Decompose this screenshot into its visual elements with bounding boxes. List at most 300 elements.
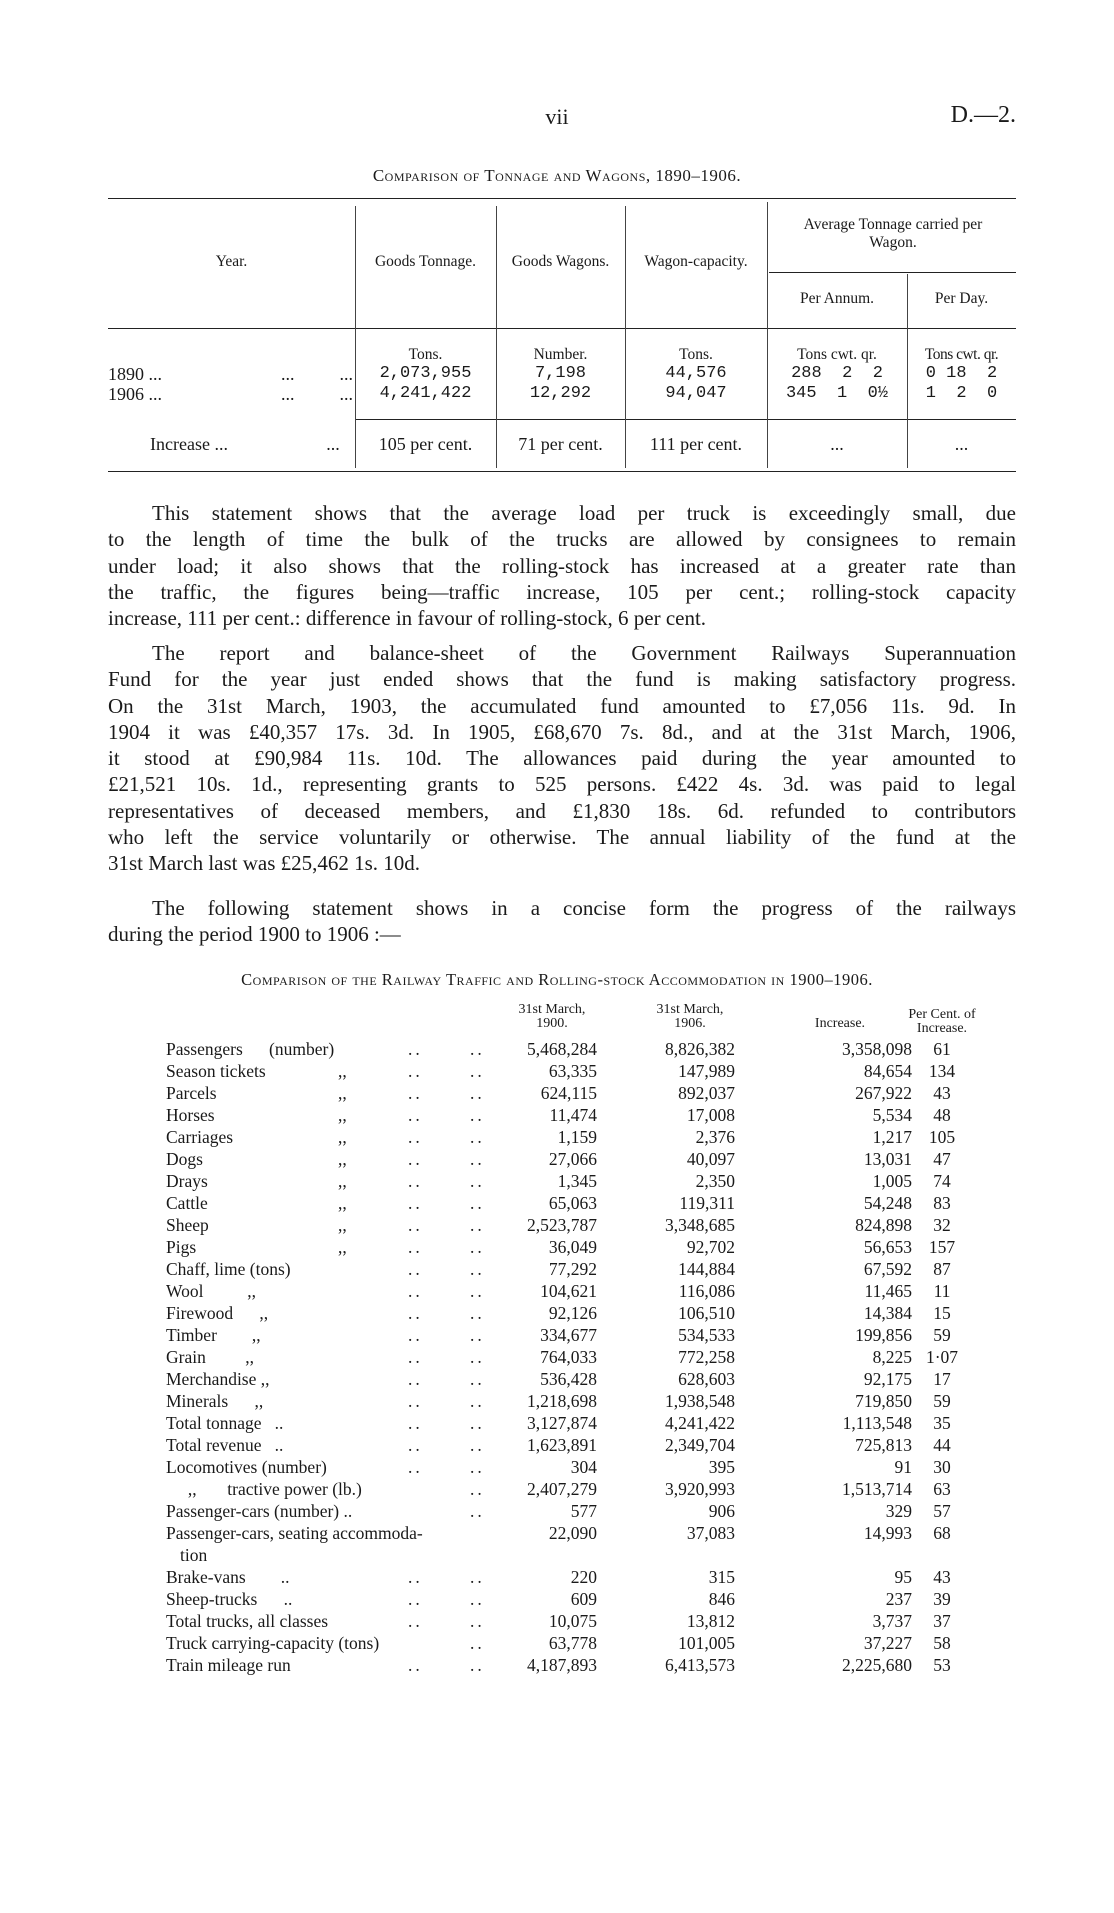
row-label: Firewood ,, xyxy=(166,1303,269,1323)
value-1900: 5,468,284 xyxy=(527,1039,597,1059)
value-1906: 2,376 xyxy=(695,1127,735,1147)
leader-dots: .. xyxy=(408,1435,423,1455)
row-label: Parcels xyxy=(166,1083,217,1103)
table-row xyxy=(0,1456,1114,1478)
table-row xyxy=(0,1412,1114,1434)
leader-dots: .. xyxy=(408,1303,423,1323)
leader-dots: .. xyxy=(408,1127,423,1147)
value-1906: 2,350 xyxy=(695,1171,735,1191)
text-line: increase, 111 per cent.: difference in favour of rolling-stock, 6 per cent. xyxy=(108,606,707,631)
leader-dots: .. xyxy=(470,1457,485,1477)
increase-goods-wagons: 71 per cent. xyxy=(518,434,603,454)
value-1900: 3,127,874 xyxy=(527,1413,597,1433)
leader-dots: ... xyxy=(326,434,340,454)
value-percent-increase: 63 xyxy=(933,1479,951,1499)
value-1900: 304 xyxy=(570,1457,597,1477)
table-row xyxy=(0,1654,1114,1676)
row-label: ,, tractive power (lb.) xyxy=(166,1479,362,1499)
leader-dots: .. xyxy=(408,1281,423,1301)
leader-dots: .. xyxy=(470,1303,485,1323)
table2-caption: Comparison of the Railway Traffic and Rolling-stock Accommodation in 1900–1906. xyxy=(241,970,873,989)
header-year: Year. xyxy=(215,253,248,270)
header-line: Per Cent. of xyxy=(908,1007,976,1022)
cell-wagon-capacity: 94,047 xyxy=(665,384,727,403)
header-percent-increase xyxy=(890,1008,994,1036)
row-label: Train mileage run xyxy=(166,1655,291,1675)
value-percent-increase: 17 xyxy=(933,1369,951,1389)
value-1906: 3,348,685 xyxy=(665,1215,735,1235)
value-increase: 92,175 xyxy=(863,1369,912,1389)
value-1906: 144,884 xyxy=(678,1259,735,1279)
leader-dots: .. xyxy=(470,1061,485,1081)
table-row xyxy=(0,1522,1114,1566)
value-1900: 4,187,893 xyxy=(527,1655,597,1675)
value-1900: 63,335 xyxy=(548,1061,597,1081)
value-percent-increase: 30 xyxy=(933,1457,951,1477)
value-percent-increase: 83 xyxy=(933,1193,951,1213)
value-percent-increase: 59 xyxy=(933,1325,951,1345)
value-1906: 8,826,382 xyxy=(665,1039,735,1059)
value-percent-increase: 57 xyxy=(933,1501,951,1521)
value-increase: 3,737 xyxy=(872,1611,912,1631)
leader-dots: .. xyxy=(408,1655,423,1675)
value-increase: 1,513,714 xyxy=(842,1479,912,1499)
paragraph-statement-intro xyxy=(108,895,1016,948)
ditto-mark: ,, xyxy=(338,1237,347,1257)
cell-goods-tonnage: 4,241,422 xyxy=(379,384,472,403)
text-line: representatives of deceased members, and £1,830 18s. 6d. refunded to contributors xyxy=(108,798,1016,823)
table-row xyxy=(0,1214,1114,1236)
text-line: it stood at £90,984 11s. 10d. The allowances paid during the year amounted to xyxy=(108,746,1016,771)
text-line: 31st March last was £25,462 1s. 10d. xyxy=(108,851,421,876)
value-increase: 14,384 xyxy=(863,1303,912,1323)
value-1906: 101,005 xyxy=(678,1633,735,1653)
value-increase: 3,358,098 xyxy=(842,1039,912,1059)
table-row xyxy=(0,1038,1114,1060)
value-increase: 95 xyxy=(894,1567,912,1587)
rule xyxy=(355,419,1016,420)
value-increase: 237 xyxy=(885,1589,912,1609)
value-increase: 1,217 xyxy=(872,1127,912,1147)
increase-per-day: ... xyxy=(954,434,969,454)
row-label: Season tickets xyxy=(166,1061,266,1081)
leader-dots: .. xyxy=(470,1347,485,1367)
paragraph-rolling-stock xyxy=(108,500,1016,631)
leader-dots: .. xyxy=(470,1391,485,1411)
leader-dots: .. xyxy=(408,1061,423,1081)
row-label: Sheep xyxy=(166,1215,209,1235)
leader-dots: .. xyxy=(470,1369,485,1389)
increase-per-annum: ... xyxy=(830,434,844,454)
table-row xyxy=(0,1060,1114,1082)
column-rule xyxy=(767,202,768,468)
leader-dots: .. xyxy=(470,1259,485,1279)
value-1906: 772,258 xyxy=(678,1347,735,1367)
table1-caption: Comparison of Tonnage and Wagons, 1890–1906. xyxy=(372,166,742,185)
value-increase: 56,653 xyxy=(863,1237,912,1257)
value-percent-increase: 58 xyxy=(933,1633,951,1653)
leader-dots: .. xyxy=(470,1413,485,1433)
value-increase: 67,592 xyxy=(863,1259,912,1279)
row-label: Merchandise ,, xyxy=(166,1369,270,1389)
table-row xyxy=(0,1632,1114,1654)
leader-dots: .. xyxy=(470,1193,485,1213)
cell-wagon-capacity: 44,576 xyxy=(665,364,727,383)
value-increase: 719,850 xyxy=(855,1391,912,1411)
cell-goods-wagons: 12,292 xyxy=(529,384,592,403)
paragraph-superannuation-fund xyxy=(108,640,1016,877)
leader-dots: .. xyxy=(470,1589,485,1609)
value-percent-increase: 43 xyxy=(933,1567,951,1587)
header-1900 xyxy=(492,1003,612,1031)
header-average-tonnage: Average Tonnage carried per Wagon. xyxy=(803,216,983,251)
leader-dots: .. xyxy=(470,1215,485,1235)
unit-label: Number. xyxy=(533,346,588,363)
table-row xyxy=(0,1126,1114,1148)
value-percent-increase: 105 xyxy=(928,1127,956,1147)
value-1900: 92,126 xyxy=(548,1303,597,1323)
cell-per-day: 0 18 2 xyxy=(925,364,998,383)
leader-dots: .. xyxy=(408,1171,423,1191)
value-1900: 536,428 xyxy=(540,1369,597,1389)
ditto-mark: ,, xyxy=(338,1083,347,1103)
cell-dots: ... ... xyxy=(281,364,353,384)
value-1900: 2,407,279 xyxy=(527,1479,597,1499)
leader-dots: .. xyxy=(470,1281,485,1301)
value-1906: 2,349,704 xyxy=(665,1435,735,1455)
value-1906: 4,241,422 xyxy=(665,1413,735,1433)
cell-per-annum: 345 1 0½ xyxy=(785,384,889,403)
value-increase: 199,856 xyxy=(855,1325,912,1345)
value-1900: 624,115 xyxy=(540,1083,597,1103)
value-increase: 725,813 xyxy=(855,1435,912,1455)
value-increase: 267,922 xyxy=(855,1083,912,1103)
table-row xyxy=(0,1302,1114,1324)
header-line: 1906. xyxy=(674,1016,706,1031)
leader-dots: .. xyxy=(408,1105,423,1125)
row-label: Sheep-trucks .. xyxy=(166,1589,293,1609)
row-label: Truck carrying-capacity (tons) xyxy=(166,1633,380,1653)
unit-label: Tons. xyxy=(679,346,713,363)
document-reference: D.—2. xyxy=(950,102,1016,128)
text-line: This statement shows that the average load per truck is exceedingly small, due xyxy=(152,501,1016,525)
table-row xyxy=(0,1588,1114,1610)
value-percent-increase: 61 xyxy=(933,1039,951,1059)
leader-dots: .. xyxy=(408,1039,423,1059)
row-label: Grain ,, xyxy=(166,1347,254,1367)
value-1900: 10,075 xyxy=(548,1611,597,1631)
value-increase: 91 xyxy=(894,1457,912,1477)
table-row xyxy=(0,1324,1114,1346)
value-increase: 13,031 xyxy=(863,1149,912,1169)
value-1906: 628,603 xyxy=(678,1369,735,1389)
text-line: to the length of time the bulk of the trucks are allowed by consignees to remain xyxy=(108,527,1016,552)
table-row xyxy=(0,1346,1114,1368)
leader-dots: .. xyxy=(470,1655,485,1675)
leader-dots: .. xyxy=(408,1149,423,1169)
value-1900: 1,159 xyxy=(557,1127,597,1147)
tonnage-wagons-table xyxy=(108,198,1016,472)
text-line: £21,521 10s. 1d., representing grants to 525 persons. £422 4s. 3d. was paid to legal xyxy=(108,772,1016,797)
value-1900: 764,033 xyxy=(540,1347,597,1367)
page-folio: vii xyxy=(545,104,569,129)
table-row xyxy=(0,1500,1114,1522)
text-line: The report and balance-sheet of the Government Railways Superannuation xyxy=(152,641,1016,665)
table-row xyxy=(0,1236,1114,1258)
row-label: Locomotives (number) xyxy=(166,1457,327,1477)
row-label: Passenger-cars (number) .. xyxy=(166,1501,353,1521)
increase-goods-tonnage: 105 per cent. xyxy=(378,434,473,454)
value-1906: 116,086 xyxy=(678,1281,735,1301)
value-percent-increase: 39 xyxy=(933,1589,951,1609)
leader-dots: .. xyxy=(470,1127,485,1147)
value-percent-increase: 68 xyxy=(933,1523,951,1543)
ditto-mark: ,, xyxy=(338,1061,347,1081)
text-line: the traffic, the figures being—traffic increase, 105 per cent.; rolling-stock capacity xyxy=(108,579,1016,604)
text-line: under load; it also shows that the rolling-stock has increased at a greater rate than xyxy=(108,553,1016,578)
value-percent-increase: 1·07 xyxy=(925,1347,959,1367)
text-line: 1904 it was £40,357 17s. 3d. In 1905, £68,670 7s. 8d., and at the 31st March, 1906, xyxy=(108,719,1016,744)
value-increase: 329 xyxy=(885,1501,912,1521)
text-line: Fund for the year just ended shows that the fund is making satisfactory progress. xyxy=(108,667,1016,692)
value-1900: 334,677 xyxy=(540,1325,597,1345)
value-increase: 8,225 xyxy=(872,1347,912,1367)
leader-dots: .. xyxy=(470,1149,485,1169)
value-1906: 395 xyxy=(708,1457,735,1477)
value-1900: 2,523,787 xyxy=(527,1215,597,1235)
ditto-mark: ,, xyxy=(338,1127,347,1147)
leader-dots: .. xyxy=(408,1413,423,1433)
row-label: Horses xyxy=(166,1105,215,1125)
leader-dots: .. xyxy=(408,1083,423,1103)
value-1900: 27,066 xyxy=(548,1149,597,1169)
unit-label: Tons. xyxy=(408,346,443,363)
cell-per-day: 1 2 0 xyxy=(925,384,998,403)
column-rule xyxy=(355,206,356,468)
header-per-day: Per Day. xyxy=(934,290,989,307)
value-1906: 13,812 xyxy=(686,1611,735,1631)
cell-year: 1890 ... xyxy=(108,364,162,384)
value-percent-increase: 48 xyxy=(933,1105,951,1125)
increase-label: Increase ... xyxy=(150,434,228,454)
leader-dots: .. xyxy=(470,1237,485,1257)
header-line: 31st March, xyxy=(656,1002,724,1017)
leader-dots: .. xyxy=(470,1171,485,1191)
leader-dots: .. xyxy=(470,1501,485,1521)
leader-dots: .. xyxy=(408,1259,423,1279)
text-line: On the 31st March, 1903, the accumulated fund amounted to £7,056 11s. 9d. In xyxy=(108,693,1016,718)
value-percent-increase: 87 xyxy=(933,1259,951,1279)
leader-dots: .. xyxy=(408,1611,423,1631)
value-percent-increase: 59 xyxy=(933,1391,951,1411)
table-row xyxy=(0,1434,1114,1456)
row-label: Carriages xyxy=(166,1127,234,1147)
table-row xyxy=(0,1280,1114,1302)
row-label: Pigs xyxy=(166,1237,197,1257)
row-label: Passengers (number) xyxy=(166,1039,335,1059)
header-1906 xyxy=(630,1003,750,1031)
row-label: Timber ,, xyxy=(166,1325,261,1345)
row-label: Passenger-cars, seating accommoda- xyxy=(166,1523,423,1543)
value-1900: 22,090 xyxy=(548,1523,597,1543)
leader-dots: .. xyxy=(470,1435,485,1455)
value-1900: 1,623,891 xyxy=(527,1435,597,1455)
value-1906: 17,008 xyxy=(686,1105,735,1125)
value-1900: 220 xyxy=(570,1567,597,1587)
value-increase: 2,225,680 xyxy=(842,1655,912,1675)
row-label: Minerals ,, xyxy=(166,1391,264,1411)
leader-dots: .. xyxy=(408,1193,423,1213)
header-line: 1900. xyxy=(536,1016,568,1031)
value-1906: 846 xyxy=(708,1589,735,1609)
row-label: Total revenue .. xyxy=(166,1435,284,1455)
cell-year: 1906 ... xyxy=(108,384,162,404)
value-percent-increase: 35 xyxy=(933,1413,951,1433)
value-increase: 84,654 xyxy=(863,1061,912,1081)
table-row xyxy=(0,1566,1114,1588)
leader-dots: .. xyxy=(408,1369,423,1389)
value-1906: 119,311 xyxy=(679,1193,735,1213)
table-row xyxy=(0,1082,1114,1104)
value-percent-increase: 44 xyxy=(933,1435,951,1455)
leader-dots: .. xyxy=(470,1567,485,1587)
table-row xyxy=(0,1478,1114,1500)
increase-wagon-capacity: 111 per cent. xyxy=(649,434,743,454)
leader-dots: .. xyxy=(408,1589,423,1609)
text-line: who left the service voluntarily or otherwise. The annual liability of the fund at the xyxy=(108,825,1016,850)
ditto-mark: ,, xyxy=(338,1149,347,1169)
leader-dots: .. xyxy=(408,1347,423,1367)
leader-dots: .. xyxy=(470,1325,485,1345)
row-label: Chaff, lime (tons) xyxy=(166,1259,291,1279)
value-percent-increase: 43 xyxy=(933,1083,951,1103)
value-1906: 106,510 xyxy=(678,1303,735,1323)
header-goods-tonnage: Goods Tonnage. xyxy=(374,253,477,270)
header-line: Increase. xyxy=(916,1021,968,1036)
table-row xyxy=(0,1148,1114,1170)
row-label: Drays xyxy=(166,1171,208,1191)
leader-dots: .. xyxy=(470,1039,485,1059)
header-wagon-capacity: Wagon-capacity. xyxy=(644,253,748,270)
value-increase: 1,113,548 xyxy=(842,1413,912,1433)
leader-dots: .. xyxy=(470,1611,485,1631)
value-percent-increase: 47 xyxy=(933,1149,951,1169)
unit-label: Tons cwt. qr. xyxy=(797,346,877,363)
traffic-table-body xyxy=(0,1038,1114,1676)
value-percent-increase: 74 xyxy=(933,1171,951,1191)
leader-dots: .. xyxy=(408,1237,423,1257)
value-percent-increase: 11 xyxy=(933,1281,951,1301)
value-increase: 1,005 xyxy=(872,1171,912,1191)
leader-dots: .. xyxy=(408,1391,423,1411)
value-increase: 824,898 xyxy=(855,1215,912,1235)
value-increase: 5,534 xyxy=(872,1105,912,1125)
rule xyxy=(108,328,1016,329)
value-1906: 534,533 xyxy=(678,1325,735,1345)
cell-goods-tonnage: 2,073,955 xyxy=(379,364,472,383)
value-1906: 315 xyxy=(708,1567,735,1587)
value-1906: 92,702 xyxy=(686,1237,735,1257)
unit-label: Tons cwt. qr. xyxy=(924,346,999,363)
value-percent-increase: 134 xyxy=(928,1061,956,1081)
row-label: Brake-vans .. xyxy=(166,1567,290,1587)
value-percent-increase: 37 xyxy=(933,1611,951,1631)
row-label-continued: tion xyxy=(180,1545,208,1565)
table-row xyxy=(0,1192,1114,1214)
rule xyxy=(108,471,1016,472)
table-row xyxy=(0,1390,1114,1412)
ditto-mark: ,, xyxy=(338,1193,347,1213)
row-label: Total trucks, all classes xyxy=(166,1611,329,1631)
row-label: Cattle xyxy=(166,1193,208,1213)
header-per-annum: Per Annum. xyxy=(799,290,875,307)
leader-dots: .. xyxy=(470,1633,485,1653)
header-line: 31st March, xyxy=(518,1002,586,1017)
ditto-mark: ,, xyxy=(338,1215,347,1235)
table-row xyxy=(0,1170,1114,1192)
column-rule xyxy=(496,206,497,468)
text-line: The following statement shows in a concise form the progress of the railways xyxy=(152,896,1016,920)
table-row xyxy=(0,1258,1114,1280)
value-1906: 906 xyxy=(708,1501,735,1521)
cell-per-annum: 288 2 2 xyxy=(791,364,883,383)
value-1900: 77,292 xyxy=(548,1259,597,1279)
value-percent-increase: 32 xyxy=(933,1215,951,1235)
value-1900: 11,474 xyxy=(549,1105,597,1125)
header-increase: Increase. xyxy=(814,1016,866,1031)
row-label: Wool ,, xyxy=(166,1281,256,1301)
leader-dots: .. xyxy=(408,1457,423,1477)
value-1906: 147,989 xyxy=(678,1061,735,1081)
value-1906: 6,413,573 xyxy=(665,1655,735,1675)
rule xyxy=(769,272,1016,273)
value-1900: 36,049 xyxy=(548,1237,597,1257)
row-label: Dogs xyxy=(166,1149,203,1169)
column-rule xyxy=(625,206,626,468)
text-line: during the period 1900 to 1906 :— xyxy=(108,922,401,947)
table-row xyxy=(0,1104,1114,1126)
value-increase: 11,465 xyxy=(864,1281,912,1301)
value-1900: 63,778 xyxy=(548,1633,597,1653)
rule xyxy=(108,198,1016,199)
cell-goods-wagons: 7,198 xyxy=(534,364,586,383)
value-1900: 577 xyxy=(570,1501,597,1521)
value-increase: 54,248 xyxy=(863,1193,912,1213)
value-1900: 104,621 xyxy=(540,1281,597,1301)
leader-dots: .. xyxy=(408,1215,423,1235)
value-percent-increase: 15 xyxy=(933,1303,951,1323)
value-1900: 1,218,698 xyxy=(527,1391,597,1411)
value-1906: 892,037 xyxy=(678,1083,735,1103)
value-1900: 609 xyxy=(570,1589,597,1609)
value-1900: 1,345 xyxy=(557,1171,597,1191)
row-label: Total tonnage .. xyxy=(166,1413,284,1433)
leader-dots: .. xyxy=(408,1325,423,1345)
value-percent-increase: 53 xyxy=(933,1655,951,1675)
cell-dots: ... ... xyxy=(281,384,353,404)
table-row xyxy=(0,1368,1114,1390)
leader-dots: .. xyxy=(470,1105,485,1125)
value-1906: 3,920,993 xyxy=(665,1479,735,1499)
value-1906: 1,938,548 xyxy=(665,1391,735,1411)
leader-dots: .. xyxy=(470,1083,485,1103)
value-increase: 14,993 xyxy=(863,1523,912,1543)
header-goods-wagons: Goods Wagons. xyxy=(511,253,610,270)
value-1906: 37,083 xyxy=(686,1523,735,1543)
value-1906: 40,097 xyxy=(686,1149,735,1169)
ditto-mark: ,, xyxy=(338,1171,347,1191)
value-percent-increase: 157 xyxy=(928,1237,956,1257)
